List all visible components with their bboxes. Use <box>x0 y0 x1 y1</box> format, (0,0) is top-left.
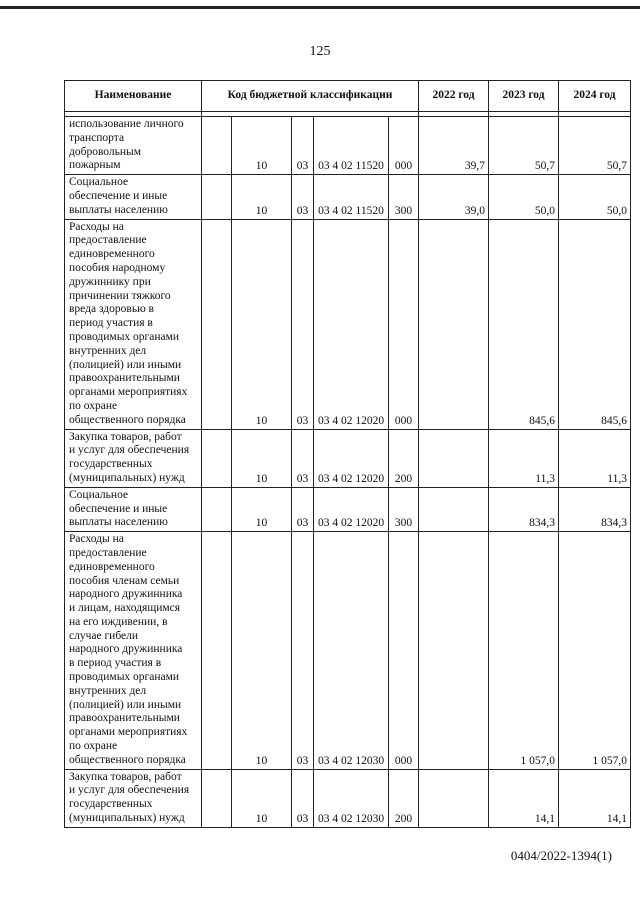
row-code-expense-type: 200 <box>389 769 419 827</box>
row-code-expense-type: 000 <box>389 117 419 175</box>
page-number: 125 <box>309 44 331 59</box>
row-code-section: 10 <box>232 487 292 531</box>
row-name: Социальное обеспечение и иные выплаты населению <box>65 175 202 219</box>
row-empty-cell <box>202 175 232 219</box>
row-code-section: 10 <box>232 532 292 770</box>
row-name: Закупка товаров, работ и услуг для обеспечения государственных (муниципальных) нужд <box>65 769 202 827</box>
row-value-2022 <box>419 219 489 429</box>
row-code-target: 03 4 02 12030 <box>314 769 389 827</box>
row-value-2023: 14,1 <box>489 769 559 827</box>
table-row <box>65 175 631 219</box>
header-row <box>65 81 631 112</box>
row-name: Закупка товаров, работ и услуг для обеспечения государственных (муниципальных) нужд <box>65 429 202 487</box>
row-code-expense-type: 000 <box>389 532 419 770</box>
header-name: Наименование <box>65 81 202 112</box>
row-code-section: 10 <box>232 219 292 429</box>
row-code-subsection: 03 <box>292 175 314 219</box>
row-empty-cell <box>202 429 232 487</box>
row-code-target: 03 4 02 12030 <box>314 532 389 770</box>
top-edge-line <box>0 6 640 9</box>
row-code-subsection: 03 <box>292 117 314 175</box>
row-code-expense-type: 000 <box>389 219 419 429</box>
row-code-subsection: 03 <box>292 429 314 487</box>
row-code-section: 10 <box>232 175 292 219</box>
row-value-2024: 50,7 <box>559 117 631 175</box>
header-2023: 2023 год <box>489 81 559 112</box>
row-code-section: 10 <box>232 429 292 487</box>
row-code-target: 03 4 02 11520 <box>314 175 389 219</box>
row-value-2024: 845,6 <box>559 219 631 429</box>
row-empty-cell <box>202 532 232 770</box>
row-code-target: 03 4 02 11520 <box>314 117 389 175</box>
table-row <box>65 219 631 429</box>
row-value-2023: 50,0 <box>489 175 559 219</box>
row-value-2023: 50,7 <box>489 117 559 175</box>
row-name: Социальное обеспечение и иные выплаты населению <box>65 487 202 531</box>
row-value-2024: 50,0 <box>559 175 631 219</box>
row-code-expense-type: 300 <box>389 175 419 219</box>
row-value-2022 <box>419 532 489 770</box>
row-code-target: 03 4 02 12020 <box>314 487 389 531</box>
row-name: использование личного транспорта добровольным пожарным <box>65 117 202 175</box>
table-row <box>65 769 631 827</box>
row-value-2023: 11,3 <box>489 429 559 487</box>
row-code-subsection: 03 <box>292 769 314 827</box>
row-code-subsection: 03 <box>292 532 314 770</box>
row-value-2023: 1 057,0 <box>489 532 559 770</box>
row-code-target: 03 4 02 12020 <box>314 219 389 429</box>
row-value-2022 <box>419 769 489 827</box>
header-code: Код бюджетной классификации <box>202 81 419 112</box>
table-row <box>65 117 631 175</box>
row-code-subsection: 03 <box>292 487 314 531</box>
row-value-2022: 39,0 <box>419 175 489 219</box>
row-value-2023: 834,3 <box>489 487 559 531</box>
row-code-subsection: 03 <box>292 219 314 429</box>
table-row <box>65 487 631 531</box>
budget-table <box>64 80 631 828</box>
row-empty-cell <box>202 219 232 429</box>
row-value-2024: 834,3 <box>559 487 631 531</box>
row-code-section: 10 <box>232 769 292 827</box>
row-code-target: 03 4 02 12020 <box>314 429 389 487</box>
row-value-2022 <box>419 429 489 487</box>
row-value-2024: 11,3 <box>559 429 631 487</box>
row-value-2024: 14,1 <box>559 769 631 827</box>
row-code-expense-type: 300 <box>389 487 419 531</box>
row-code-section: 10 <box>232 117 292 175</box>
row-name: Расходы на предоставление единовременного пособия народному дружиннику при причинении тяжкого вреда здоровью в период участия в проводимых органами внутренних дел (полицией) или иными правоохранительными органами мероприятиях по охране общественного порядка <box>65 219 202 429</box>
row-empty-cell <box>202 769 232 827</box>
table-row <box>65 429 631 487</box>
row-name: Расходы на предоставление единовременного пособия членам семьи народного дружинника и лицам, находящимся на его иждивении, в случае гибели народного дружинника в период участия в проводимых органами внутренних дел (полицией) или иными правоохранительными органами мероприятиях по охране общественного порядка <box>65 532 202 770</box>
row-value-2022 <box>419 487 489 531</box>
row-code-expense-type: 200 <box>389 429 419 487</box>
row-value-2022: 39,7 <box>419 117 489 175</box>
header-2024: 2024 год <box>559 81 631 112</box>
row-value-2023: 845,6 <box>489 219 559 429</box>
table-row <box>65 532 631 770</box>
row-empty-cell <box>202 117 232 175</box>
header-2022: 2022 год <box>419 81 489 112</box>
row-empty-cell <box>202 487 232 531</box>
row-value-2024: 1 057,0 <box>559 532 631 770</box>
document-code: 0404/2022-1394(1) <box>510 848 612 863</box>
